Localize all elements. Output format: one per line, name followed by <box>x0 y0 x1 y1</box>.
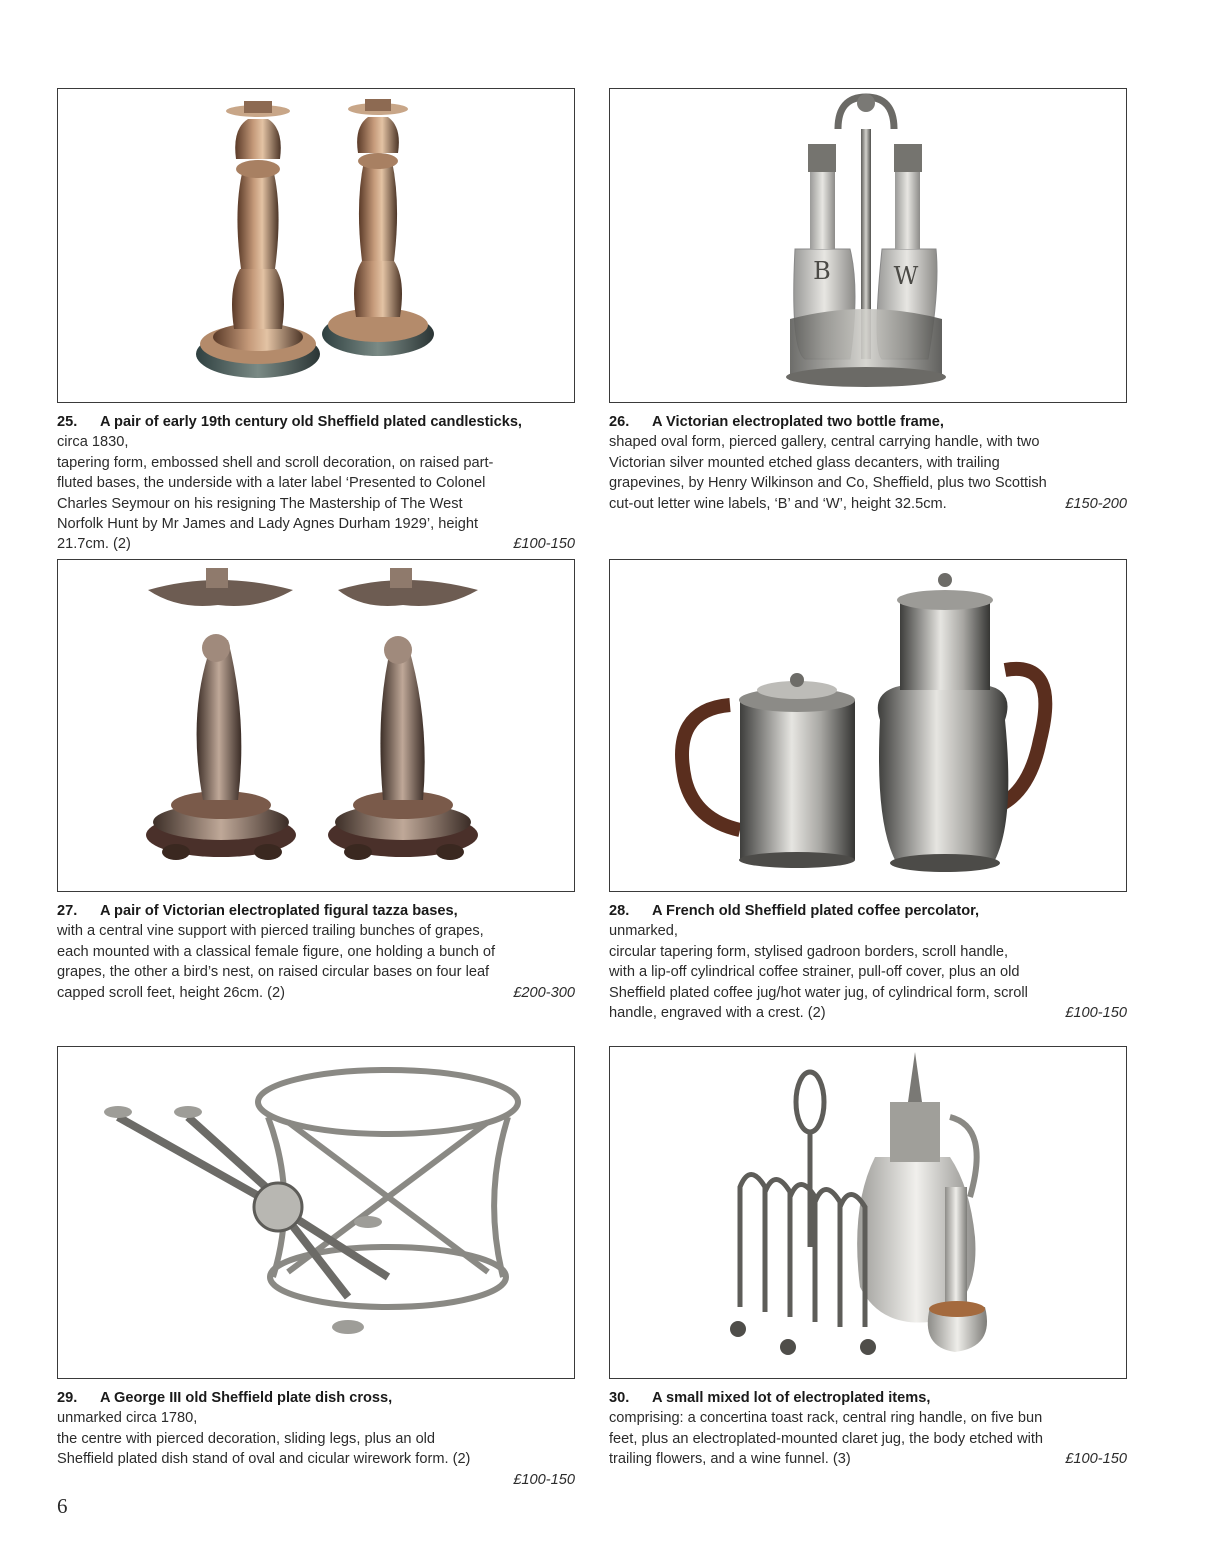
toast-rack <box>740 1072 865 1327</box>
coffee-percolator <box>878 573 1046 872</box>
lot-26 <box>609 88 1127 514</box>
lot-title: A French old Sheffield plated coffee percolator, <box>652 903 980 919</box>
lot-27-description <box>57 901 575 1003</box>
lot-26-description <box>609 412 1127 514</box>
lot-25-description <box>57 412 575 555</box>
lot-title: A George III old Sheffield plate dish cross, <box>100 1390 393 1406</box>
description-line: unmarked circa 1780, <box>57 1410 198 1427</box>
lot-26-heading <box>609 412 1127 432</box>
right-tazza <box>328 568 478 860</box>
lot-number: 27. <box>57 903 78 919</box>
description-line: with a central vine support with pierced trailing bunches of grapes, <box>57 923 484 940</box>
lot-number: 26. <box>609 414 630 430</box>
description-line: Sheffield plated coffee jug/hot water jug, of cylindrical form, scroll <box>609 984 1028 1001</box>
description-line: cut-out letter wine labels, ‘B’ and ‘W’, height 32.5cm. <box>609 495 947 512</box>
bottle-frame-illustration <box>610 89 1126 402</box>
left-tazza <box>146 568 296 860</box>
page-number: 6 <box>57 1494 68 1518</box>
lot-29 <box>57 1046 575 1490</box>
lot-number: 30. <box>609 1390 630 1406</box>
bottle-frame-photo[interactable] <box>609 88 1127 403</box>
lot-number: 29. <box>57 1390 78 1406</box>
lot-30 <box>609 1046 1127 1470</box>
mixed-lot-photo[interactable] <box>609 1046 1127 1379</box>
description-last-line <box>609 494 1127 514</box>
description-line: capped scroll feet, height 26cm. (2) <box>57 984 285 1001</box>
description-last-line <box>609 1003 1127 1023</box>
candlesticks-photo[interactable] <box>57 88 575 403</box>
estimate: £100-150 <box>513 1471 575 1488</box>
description-last-line <box>57 983 575 1003</box>
description-line: circa 1830, <box>57 434 129 451</box>
lot-27-heading <box>57 901 575 921</box>
estimate: £100-150 <box>513 536 575 553</box>
lot-title: A small mixed lot of electroplated items, <box>652 1390 931 1406</box>
description-line: Charles Seymour on his resigning The Mastership of The West <box>57 495 463 512</box>
lot-28-description <box>609 901 1127 1023</box>
lot-25 <box>57 88 575 555</box>
description-line: Victorian silver mounted etched glass decanters, with trailing <box>609 454 1000 471</box>
lot-number: 28. <box>609 903 630 919</box>
left-candlestick <box>196 101 320 378</box>
description-line: Sheffield plated dish stand of oval and cicular wirework form. (2) <box>57 1451 471 1468</box>
lot-27 <box>57 559 575 1003</box>
tazza-bases-illustration <box>58 560 574 891</box>
dish-cross-photo[interactable] <box>57 1046 575 1379</box>
description-line: trailing flowers, and a wine funnel. (3) <box>609 1451 851 1468</box>
tazza-bases-photo[interactable] <box>57 559 575 892</box>
dish-cross-illustration <box>58 1047 574 1378</box>
description-line: tapering form, embossed shell and scroll decoration, on raised part- <box>57 454 494 471</box>
lot-28-heading <box>609 901 1127 921</box>
right-candlestick <box>322 99 434 356</box>
hot-water-jug <box>682 673 855 868</box>
bun-feet <box>730 1321 876 1355</box>
candlesticks-illustration <box>58 89 574 402</box>
description-line: grapevines, by Henry Wilkinson and Co, Sheffield, plus two Scottish <box>609 475 1047 492</box>
estimate: £100-150 <box>1065 1005 1127 1022</box>
estimate: £100-150 <box>1065 1451 1127 1468</box>
description-last-line <box>57 534 575 554</box>
estimate: £150-200 <box>1065 495 1127 512</box>
lot-title: A pair of early 19th century old Sheffield plated candlesticks, <box>100 414 522 430</box>
description-line: grapes, the other a bird’s nest, on raised circular bases on four leaf <box>57 964 490 981</box>
lot-title: A pair of Victorian electroplated figural tazza bases, <box>100 903 458 919</box>
lot-29-description <box>57 1388 575 1490</box>
description-line: fluted bases, the underside with a later label ‘Presented to Colonel <box>57 475 486 492</box>
description-line: circular tapering form, stylised gadroon borders, scroll handle, <box>609 943 1009 960</box>
description-line: feet, plus an electroplated-mounted claret jug, the body etched with <box>609 1430 1044 1447</box>
lot-number: 25. <box>57 414 78 430</box>
description-line: shaped oval form, pierced gallery, central carrying handle, with two <box>609 434 1040 451</box>
description-line: Norfolk Hunt by Mr James and Lady Agnes Durham 1929’, height <box>57 516 479 533</box>
lot-29-heading <box>57 1388 575 1408</box>
estimate: £200-300 <box>513 984 575 1001</box>
coffee-percolator-illustration <box>610 560 1126 891</box>
description-line: comprising: a concertina toast rack, central ring handle, on five bun <box>609 1410 1043 1427</box>
wine-label-b: B <box>813 257 831 285</box>
coffee-percolator-photo[interactable] <box>609 559 1127 892</box>
description-line: each mounted with a classical female figure, one holding a bunch of <box>57 943 496 960</box>
description-line: unmarked, <box>609 923 678 940</box>
description-line: handle, engraved with a crest. (2) <box>609 1005 826 1022</box>
mixed-lot-illustration <box>610 1047 1126 1378</box>
description-line: with a lip-off cylindrical coffee strainer, pull-off cover, plus an old <box>609 964 1020 981</box>
lot-title: A Victorian electroplated two bottle frame, <box>652 414 944 430</box>
wine-label-w: W <box>893 262 919 290</box>
lot-28 <box>609 559 1127 1023</box>
lot-30-description <box>609 1388 1127 1470</box>
lot-30-heading <box>609 1388 1127 1408</box>
description-line: 21.7cm. (2) <box>57 536 131 553</box>
description-last-line <box>609 1449 1127 1469</box>
description-line: the centre with pierced decoration, sliding legs, plus an old <box>57 1430 436 1447</box>
lot-25-heading <box>57 412 575 432</box>
